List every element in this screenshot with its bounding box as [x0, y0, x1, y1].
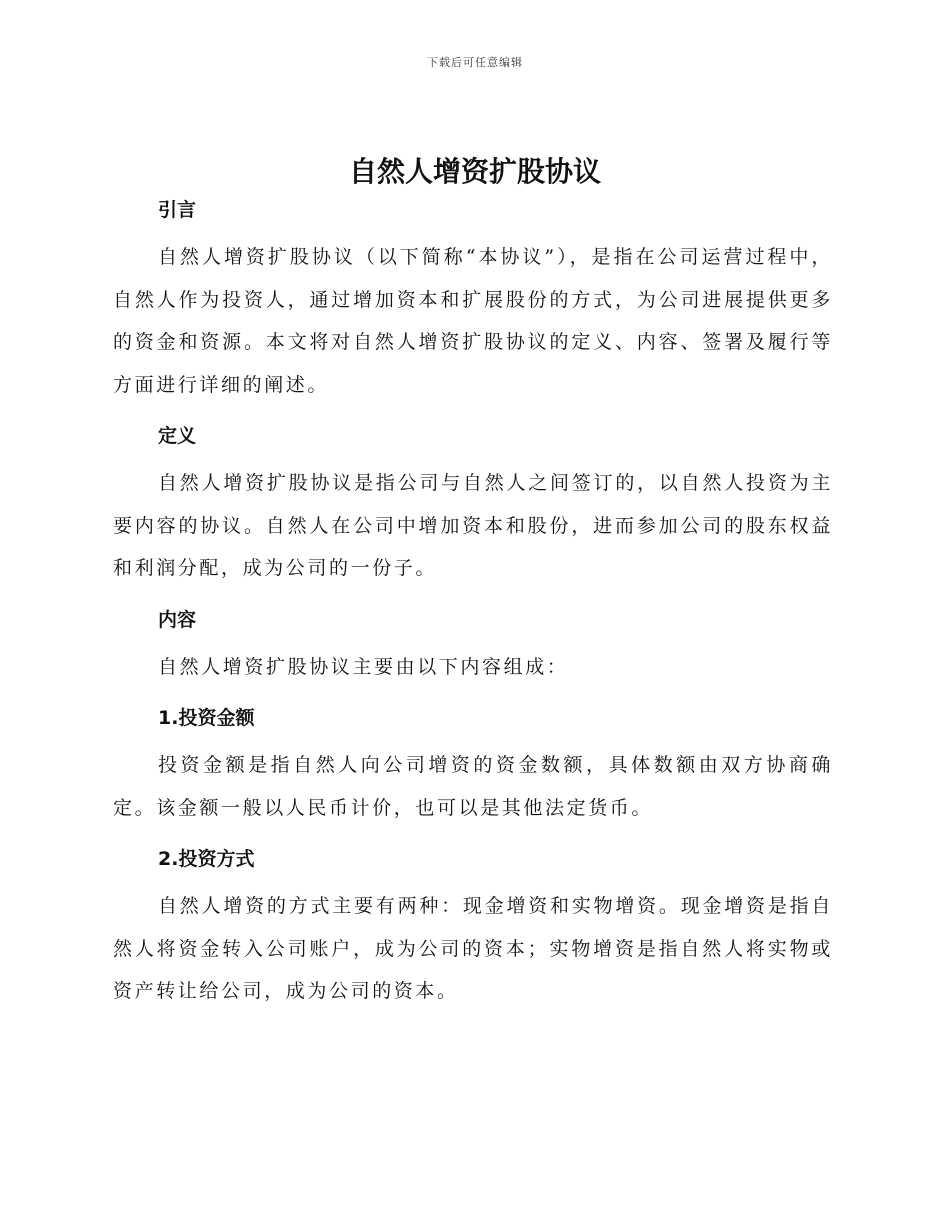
section-content [113, 602, 833, 701]
section-investment-amount [113, 700, 833, 841]
section-investment-method [113, 841, 833, 1013]
section-paragraph: 自然人增资的方式主要有两种：现金增资和实物增资。现金增资是指自然人将资金转入公司账户，成为公司的资本；实物增资是指自然人将实物或资产转让给公司，成为公司的资本。 [113, 895, 833, 1002]
section-heading: 内容 [158, 608, 197, 631]
section-paragraph: 自然人增资扩股协议主要由以下内容组成： [158, 655, 569, 678]
section-heading: 引言 [158, 199, 197, 221]
section-definition [113, 418, 833, 602]
section-paragraph: 自然人增资扩股协议是指公司与自然人之间签订的，以自然人投资为主要内容的协议。自然人在公司中增加资本和股份，进而参加公司的股东权益和利润分配，成为公司的一份子。 [113, 472, 833, 579]
header-note: 下载后可任意编辑 [427, 56, 523, 69]
document-title: 自然人增资扩股协议 [348, 155, 601, 188]
document-body [113, 192, 833, 1013]
section-paragraph: 自然人增资扩股协议（以下简称“本协议”），是指在公司运营过程中，自然人作为投资人，通过增加资本和扩展股份的方式，为公司进展提供更多的资金和资源。本文将对自然人增资扩股协议的定义、内容、签署及履行等方面进行详细的阐述。 [113, 246, 833, 396]
section-heading: 1.投资金额 [158, 707, 255, 729]
section-heading: 2.投资方式 [158, 848, 255, 870]
section-heading: 定义 [158, 425, 197, 447]
section-introduction [113, 192, 833, 418]
section-paragraph: 投资金额是指自然人向公司增资的资金数额，具体数额由双方协商确定。该金额一般以人民币计价，也可以是其他法定货币。 [113, 754, 833, 819]
